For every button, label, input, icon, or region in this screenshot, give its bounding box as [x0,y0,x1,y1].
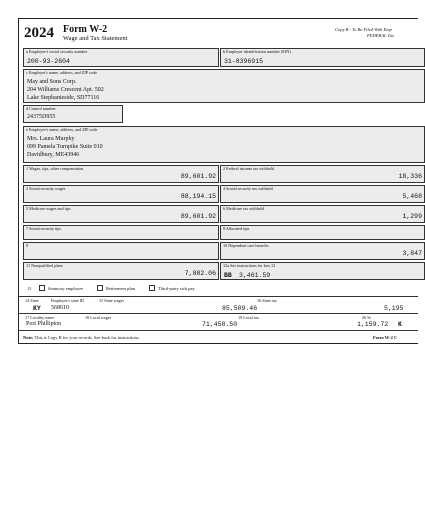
box-d-value: 24375D955 [27,114,56,120]
box-12-label: 12a See instructions for box 12 [223,263,276,268]
state-label: 14 State [25,298,39,303]
local-divider [19,313,418,314]
state-wages-value: 85,509.46 [222,305,258,312]
box-2-fed-tax [220,165,425,183]
box-b-label: b Employer identification number (EIN) [223,49,291,54]
box-1-value: 89,601.92 [180,173,216,180]
sickpay-label: Third-party sick pay [158,286,195,291]
box-6-medicare-tax [220,205,425,223]
box-3-label: 3 Social security wages [26,186,66,191]
box-12a [220,262,425,280]
employee-city: Davidbury, ME43946 [27,152,80,158]
box-3-ss-wages [23,185,219,203]
statutory-checkbox[interactable] [39,285,45,291]
form-title: Form W-2 [63,24,108,35]
employer-address: 204 Williams Crescent Apt. 502 [27,87,104,93]
box-d-label: d Control number [26,106,56,111]
box-b-value: 31-8396915 [224,58,264,65]
box-10-value: 3,847 [402,250,422,257]
box-a-value: 200-93-2604 [27,58,70,65]
state-value: KY [33,305,41,312]
box-a-label: a Employee's social security number [26,49,88,54]
box-6-value: 1,299 [402,213,422,220]
footer-form-name: Form W-2 C [373,335,398,340]
statutory-label: Statutory employee [48,286,84,291]
box-a-ssn [23,48,219,67]
box-11-nonqualified [23,262,219,280]
box-10-label: 10 Dependent care benefits [223,243,269,248]
box-d-control [23,105,123,123]
box-c-label: c Employer's name, address, and ZIP code [26,70,97,75]
w2-form [18,18,422,344]
local-tax-label: 19 Local tax [238,315,259,320]
box-8-allocated-tips [220,225,425,240]
form-subtitle: Wage and Tax Statement [63,35,128,42]
box-11-value: 7,882.06 [184,270,216,277]
box-5-value: 89,601.92 [180,213,216,220]
box-4-label: 4 Social security tax withheld [223,186,273,191]
box-8-label: 8 Allocated tips [223,226,250,231]
locality-code: K [398,321,402,328]
retirement-label: Retirement plan [106,286,135,291]
box-7-label: 7 Social security tips [26,226,62,231]
box-6-label: 6 Medicare tax withheld [223,206,264,211]
box-b-ein [220,48,425,67]
box-5-medicare-wages [23,205,219,223]
federal-line: FEDERAL Tax [367,33,394,38]
sickpay-checkbox[interactable] [149,285,155,291]
copy-line: Copy B - To Be Filed With Emp [335,27,392,32]
box-c-employer [23,69,425,103]
box-1-label: 1 Wages, tips, other compensation [26,166,84,171]
box-4-value: 5,468 [402,193,422,200]
footer-note-text: This is Copy B for your records. See back for instructions. [34,335,140,340]
box-5-label: 5 Medicare wages and tips [26,206,71,211]
state-id-label: Employer's state ID [51,298,85,303]
form-footer [18,333,418,345]
state-wages-label: 15 State wages [99,298,125,303]
box-11-label: 11 Nonqualified plans [26,263,64,268]
employer-name: May and Sons Corp. [27,79,77,85]
box-e-employee [23,126,425,163]
box-e-label: e Employee's name, address, and ZIP code [26,127,98,132]
state-tax-value: 5,195 [384,305,404,312]
employee-name: Mrs. Laura Murphy [27,136,75,142]
box-2-label: 2 Federal income tax withheld [223,166,274,171]
box-7-ss-tips [23,225,219,240]
box-12-value: 3,461.59 [239,272,271,279]
footer-note [23,335,140,340]
employee-address: 099 Pamela Turnpike Suite 010 [27,144,103,150]
box-9-label: 9 [26,243,29,248]
form-header [19,19,418,47]
tax-year: 2024 [24,25,54,41]
local-tax-value: 1,159.72 [357,321,389,328]
state-divider [19,296,418,297]
box-1-wages [23,165,219,183]
retirement-checkbox[interactable] [97,285,103,291]
box-9 [23,242,219,260]
state-tax-label: 16 State tax [257,298,277,303]
employer-city: Lake Stephanieside, SD77116 [27,95,100,101]
box-2-value: 18,336 [398,173,422,180]
state-id-value: 568610 [51,305,69,311]
locality-label: 17 Locality name [25,315,55,320]
local-wages-value: 71,458.50 [202,321,238,328]
box-10-dependent-care [220,242,425,260]
locality-value: Port Phillipton [26,321,62,327]
box-3-value: 88,194.15 [180,193,216,200]
footer-note-bold: Note: [23,335,34,340]
bottom-divider [19,330,418,331]
box-4-ss-tax [220,185,425,203]
box-20-label: 20 St [362,315,371,320]
box-12-code: BB [224,272,232,279]
local-wages-label: 18 Local wages [85,315,112,320]
box-13-label: 13 [27,286,32,291]
